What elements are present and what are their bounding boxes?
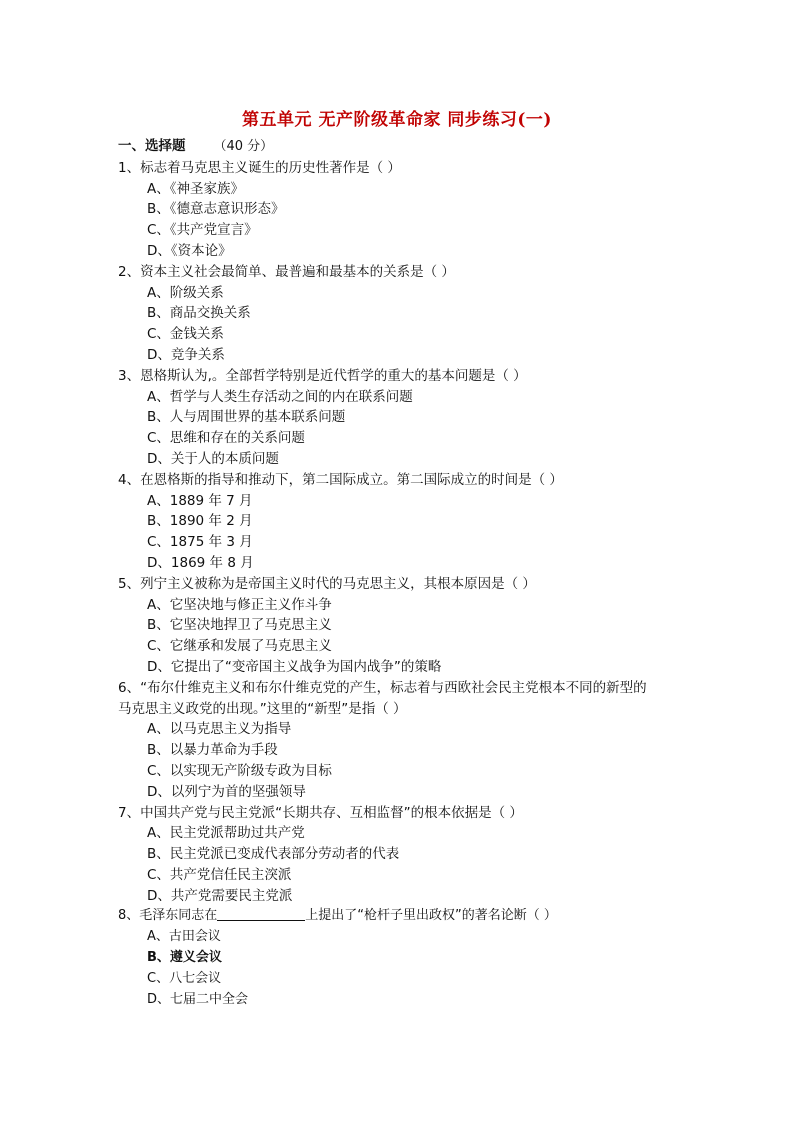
option-d: D、它提出了“变帝国主义战争为国内战争”的策略 bbox=[147, 658, 442, 675]
option-b: B、它坚决地捍卫了马克思主义 bbox=[147, 617, 332, 634]
option-a: A、哲学与人类生存活动之间的内在联系问题 bbox=[147, 388, 413, 405]
option-d: D、1869 年 8 月 bbox=[147, 554, 254, 571]
option-b: B、商品交换关系 bbox=[147, 305, 251, 322]
question-list bbox=[118, 136, 718, 1010]
option-list bbox=[118, 719, 718, 802]
option-list bbox=[118, 179, 718, 262]
question-text-line-1: 6、“布尔什维克主义和布尔什维克党的产生，标志着与西欧社会民主党根本不同的新型的 bbox=[118, 679, 647, 696]
question-7 bbox=[118, 803, 718, 907]
fill-in-blank bbox=[217, 906, 305, 921]
option-c: C、金钱关系 bbox=[147, 326, 224, 343]
option-d: D、竞争关系 bbox=[147, 346, 225, 363]
question-3 bbox=[118, 366, 718, 470]
option-a: A、《神圣家族》 bbox=[147, 180, 244, 197]
option-b: B、人与周围世界的基本联系问题 bbox=[147, 409, 346, 426]
question-text bbox=[118, 906, 718, 927]
option-list bbox=[118, 387, 718, 470]
question-5 bbox=[118, 574, 718, 678]
option-d: D、关于人的本质问题 bbox=[147, 450, 279, 467]
option-d: D、共产党需要民主党派 bbox=[147, 887, 293, 904]
question-text-line-2: 马克思主义政党的出现。”这里的“新型”是指（ ） bbox=[118, 700, 407, 717]
option-c: C、《共产党宣言》 bbox=[147, 222, 258, 239]
option-c: C、以实现无产阶级专政为目标 bbox=[147, 762, 332, 779]
option-a: A、以马克思主义为指导 bbox=[147, 721, 292, 738]
option-b: B、民主党派已变成代表部分劳动者的代表 bbox=[147, 846, 400, 863]
option-a: A、古田会议 bbox=[147, 929, 221, 945]
question-6 bbox=[118, 678, 718, 803]
option-b: B、《德意志意识形态》 bbox=[147, 201, 285, 218]
question-text: 7、中国共产党与民主党派“长期共存、互相监督”的根本依据是（ ） bbox=[118, 804, 523, 821]
option-a: A、阶级关系 bbox=[147, 284, 224, 301]
question-8 bbox=[118, 906, 718, 1010]
page-title: 第五单元 无产阶级革命家 同步练习(一) bbox=[242, 110, 552, 130]
option-list bbox=[118, 491, 718, 574]
section-header bbox=[118, 136, 718, 158]
option-a: A、1889 年 7 月 bbox=[147, 492, 253, 509]
question-4 bbox=[118, 470, 718, 574]
option-b: B、1890 年 2 月 bbox=[147, 513, 253, 530]
question-text: 4、在恩格斯的指导和推动下，第二国际成立。第二国际成立的时间是（ ） bbox=[118, 471, 563, 488]
question-text: 1、标志着马克思主义诞生的历史性著作是（ ） bbox=[118, 159, 401, 176]
option-list bbox=[118, 283, 718, 366]
option-d: D、七届二中全会 bbox=[147, 991, 249, 1007]
question-text-before-blank: 8、毛泽东同志在 bbox=[118, 908, 218, 924]
option-list bbox=[118, 823, 718, 906]
section-label: 一、选择题 bbox=[118, 138, 186, 154]
question-2 bbox=[118, 262, 718, 366]
option-b: B、以暴力革命为手段 bbox=[147, 742, 278, 759]
option-c: C、共产党信任民主湥派 bbox=[147, 866, 292, 883]
option-list bbox=[118, 595, 718, 678]
question-text-after-blank: 上提出了“枪杆子里出政权”的著名论断（ ） bbox=[305, 908, 557, 924]
option-c: C、它继承和发展了马克思主义 bbox=[147, 638, 332, 655]
question-text: 3、恩格斯认为,。全部哲学特别是近代哲学的重大的基本问题是（ ） bbox=[118, 367, 527, 384]
option-list bbox=[118, 927, 718, 1010]
question-1 bbox=[118, 158, 718, 262]
question-text: 2、资本主义社会最简单、最普遍和最基本的关系是（ ） bbox=[118, 263, 455, 280]
option-d: D、以列宁为首的坚强领导 bbox=[147, 783, 306, 800]
option-c: C、思维和存在的关系问题 bbox=[147, 430, 305, 447]
option-a: A、它坚决地与修正主义作斗争 bbox=[147, 596, 332, 613]
option-c: C、1875 年 3 月 bbox=[147, 534, 253, 551]
option-d: D、《资本论》 bbox=[147, 242, 232, 259]
section-points: （40 分） bbox=[213, 139, 274, 154]
option-c: C、八七会议 bbox=[147, 970, 222, 986]
option-b: B、遵义会议 bbox=[147, 950, 222, 966]
option-a: A、民主党派帮助过共产党 bbox=[147, 825, 305, 842]
question-text: 5、列宁主义被称为是帝国主义时代的马克思主义，其根本原因是（ ） bbox=[118, 575, 536, 592]
